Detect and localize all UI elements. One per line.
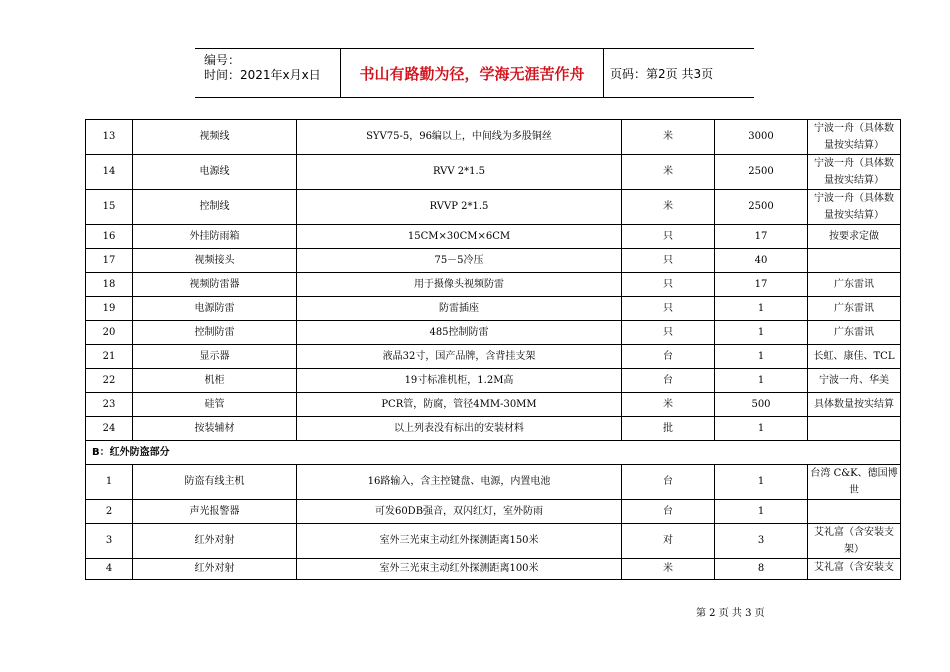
cell-unit: 只 [622,297,715,321]
cell-no: 14 [86,155,133,190]
cell-note: 台湾 C&K、德国博世 [808,465,901,500]
cell-spec: PCR管，防腐，管径4MM-30MM [297,393,622,417]
cell-qty: 1 [715,500,808,524]
header-motto-cell [340,49,604,97]
cell-spec: RVV 2*1.5 [297,155,622,190]
header-meta [195,49,340,97]
cell-no: 23 [86,393,133,417]
cell-name: 视频线 [133,120,297,155]
cell-spec: 15CM×30CM×6CM [297,225,622,249]
table-row [86,345,901,369]
cell-unit: 只 [622,225,715,249]
cell-note: 宁波一舟（具体数量按实结算） [808,120,901,155]
cell-spec: 防雷插座 [297,297,622,321]
cell-qty: 1 [715,345,808,369]
cell-no: 4 [86,559,133,580]
cell-unit: 只 [622,321,715,345]
cell-unit: 米 [622,120,715,155]
cell-unit: 米 [622,190,715,225]
cell-no: 15 [86,190,133,225]
cell-note: 按要求定做 [808,225,901,249]
cell-qty: 2500 [715,190,808,225]
cell-unit: 对 [622,524,715,559]
cell-qty: 1 [715,369,808,393]
table-row [86,155,901,190]
cell-qty: 3000 [715,120,808,155]
cell-unit: 台 [622,465,715,500]
cell-spec: RVVP 2*1.5 [297,190,622,225]
equipment-table [85,119,901,580]
table-row [86,225,901,249]
cell-spec: SYV75-5，96编以上，中间线为多股铜丝 [297,120,622,155]
table-row [86,500,901,524]
cell-note [808,500,901,524]
table-row [86,190,901,225]
cell-no: 17 [86,249,133,273]
section-row [86,441,901,465]
cell-unit: 台 [622,345,715,369]
cell-qty: 1 [715,465,808,500]
cell-qty: 1 [715,417,808,441]
cell-no: 20 [86,321,133,345]
table-row [86,524,901,559]
table-row [86,369,901,393]
cell-no: 2 [86,500,133,524]
cell-qty: 3 [715,524,808,559]
cell-name: 机柜 [133,369,297,393]
table-row [86,393,901,417]
number-label: 编号： [204,53,241,67]
cell-name: 红外对射 [133,524,297,559]
cell-no: 1 [86,465,133,500]
table-row [86,120,901,155]
cell-name: 控制防雷 [133,321,297,345]
cell-spec: 室外三光束主动红外探测距离100米 [297,559,622,580]
cell-name: 按装辅材 [133,417,297,441]
cell-no: 19 [86,297,133,321]
cell-name: 声光报警器 [133,500,297,524]
cell-no: 24 [86,417,133,441]
table-row [86,417,901,441]
table-row [86,297,901,321]
cell-name: 控制线 [133,190,297,225]
cell-no: 22 [86,369,133,393]
cell-qty: 17 [715,273,808,297]
cell-name: 电源防雷 [133,297,297,321]
cell-name: 视频防雷器 [133,273,297,297]
cell-spec: 19寸标准机柜，1.2M高 [297,369,622,393]
cell-qty: 2500 [715,155,808,190]
cell-spec: 液晶32寸，国产品牌，含背挂支架 [297,345,622,369]
section-heading: B：红外防盗部分 [86,441,901,465]
cell-note: 宁波一舟、华美 [808,369,901,393]
cell-name: 外挂防雨箱 [133,225,297,249]
time-label: 时间：2021年x月x日 [204,68,321,82]
cell-note: 艾礼富（含安装支架） [808,524,901,559]
cell-unit: 米 [622,559,715,580]
cell-unit: 批 [622,417,715,441]
cell-unit: 台 [622,500,715,524]
cell-name: 防盗有线主机 [133,465,297,500]
cell-no: 13 [86,120,133,155]
cell-note: 长虹、康佳、TCL [808,345,901,369]
table-row [86,465,901,500]
cell-spec: 75－5冷压 [297,249,622,273]
header-page-cell [603,49,754,97]
cell-note: 宁波一舟（具体数量按实结算） [808,190,901,225]
cell-qty: 1 [715,297,808,321]
page-code: 页码：第2页 共3页 [610,66,714,81]
cell-name: 电源线 [133,155,297,190]
cell-qty: 17 [715,225,808,249]
cell-qty: 1 [715,321,808,345]
cell-spec: 室外三光束主动红外探测距离150米 [297,524,622,559]
page-header [195,48,754,98]
motto: 书山有路勤为径，学海无涯苦作舟 [359,64,585,83]
cell-name: 红外对射 [133,559,297,580]
table-row [86,321,901,345]
cell-spec: 以上列表没有标出的安装材料 [297,417,622,441]
cell-no: 3 [86,524,133,559]
cell-unit: 只 [622,273,715,297]
cell-spec: 485控制防雷 [297,321,622,345]
cell-qty: 40 [715,249,808,273]
cell-spec: 可发60DB强音，双闪红灯，室外防雨 [297,500,622,524]
cell-no: 21 [86,345,133,369]
cell-qty: 500 [715,393,808,417]
cell-note [808,417,901,441]
cell-note: 具体数量按实结算 [808,393,901,417]
cell-note: 艾礼富（含安装支 [808,559,901,580]
cell-unit: 只 [622,249,715,273]
cell-unit: 米 [622,155,715,190]
cell-qty: 8 [715,559,808,580]
cell-name: 视频接头 [133,249,297,273]
cell-name: 硅管 [133,393,297,417]
cell-note: 广东雷讯 [808,321,901,345]
cell-name: 显示器 [133,345,297,369]
cell-note: 宁波一舟（具体数量按实结算） [808,155,901,190]
cell-note: 广东雷讯 [808,273,901,297]
cell-spec: 用于摄像头视频防雷 [297,273,622,297]
cell-no: 16 [86,225,133,249]
cell-no: 18 [86,273,133,297]
cell-unit: 米 [622,393,715,417]
page-footer: 第 2 页 共 3 页 [696,608,765,619]
table-row [86,273,901,297]
cell-spec: 16路输入，含主控键盘、电源，内置电池 [297,465,622,500]
table-row [86,249,901,273]
table-row [86,559,901,580]
cell-note [808,249,901,273]
cell-unit: 台 [622,369,715,393]
cell-note: 广东雷讯 [808,297,901,321]
